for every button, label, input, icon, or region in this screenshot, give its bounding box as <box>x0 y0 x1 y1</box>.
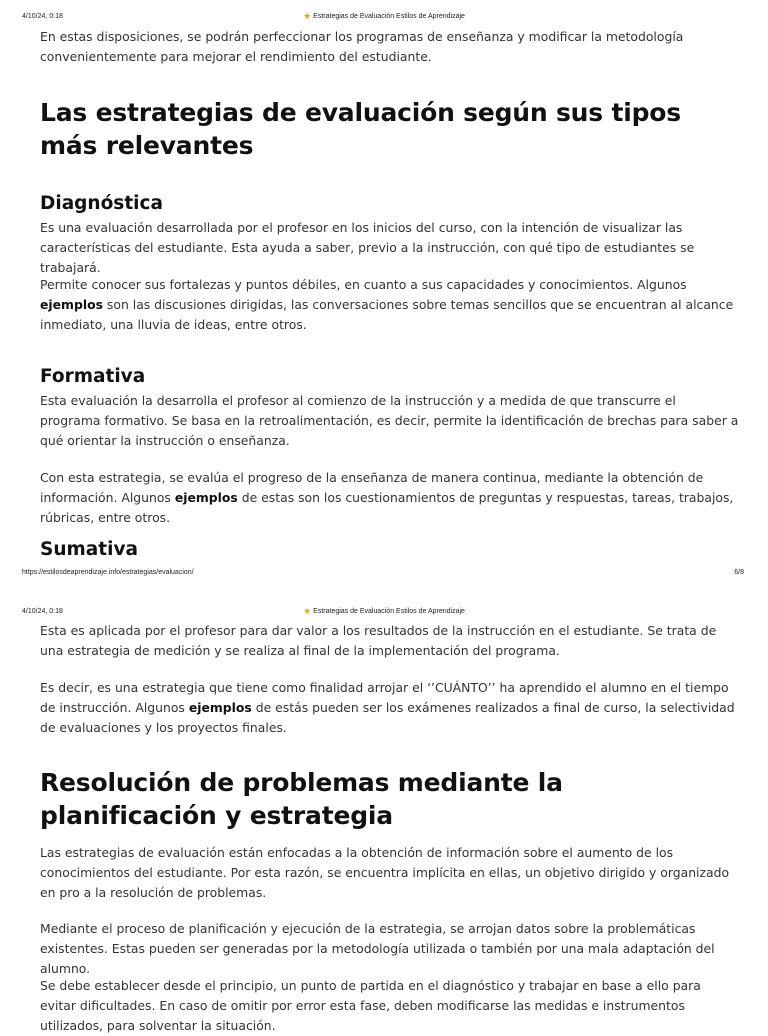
resolucion-paragraph-3: Se debe establecer desde el principio, un punto de partida en el diagnóstico y trabajar en base a ello para evitar dificultades. En caso de omitir por error esta fase, deben modificarse las medidas e instrumentos utilizados, para solventar la situación. <box>40 978 701 1033</box>
resolucion-body-2 <box>40 919 740 979</box>
formativa-body-2 <box>40 468 740 528</box>
page-number: 6/8 <box>734 569 744 576</box>
bold-ejemplos: ejemplos <box>188 700 252 715</box>
diagnostica-body-2 <box>40 275 740 335</box>
subsection-formativa <box>40 365 740 389</box>
diagnostica-paragraph-2 <box>40 275 740 335</box>
page-footer <box>0 569 768 581</box>
page-title-text: Estrategias de Evaluación Estilos de Aprendizaje <box>313 608 465 615</box>
resolucion-paragraph-2: Mediante el proceso de planificación y ejecución de la estrategia, se arrojan datos sobre la problemáticas existentes. Estas pueden ser generadas por la metodología utilizada o también por una mala adaptación del alumno. <box>40 921 715 976</box>
diagnostica-paragraph-1: Es una evaluación desarrollada por el profesor en los inicios del curso, con la intención de visualizar las características del estudiante. Esta ayuda a saber, previo a la instrucción, con qué tipo de estudiantes se trabajará. <box>40 220 695 275</box>
section-tipos <box>40 96 740 162</box>
formativa-paragraph-1: Esta evaluación la desarrolla el profesor al comienzo de la instrucción y a medida de que transcurre el programa formativo. Se basa en la retroalimentación, es decir, permite la identificación de brechas para saber a qué orientar la instrucción o enseñanza. <box>40 393 739 448</box>
print-datetime: 4/10/24, 0:18 <box>22 13 63 20</box>
intro-section <box>40 27 740 67</box>
resolucion-body-1 <box>40 843 740 903</box>
subsection-diagnostica <box>40 192 740 216</box>
sumativa-body <box>40 621 740 661</box>
page-title <box>0 13 768 20</box>
section-heading-resolucion: Resolución de problemas mediante la planificación y estrategia <box>40 768 563 830</box>
page-title <box>0 608 768 615</box>
formativa-paragraph-2 <box>40 468 740 528</box>
section-resolucion <box>40 766 740 832</box>
print-datetime: 4/10/24, 0:18 <box>22 608 63 615</box>
print-url: https://estilosdeaprendizaje.info/estrategias/evaluacion/ <box>22 569 194 576</box>
text-run: Es decir, es una estrategia que tiene como finalidad arrojar el ‘’CUÁNTO’’ ha aprendido el alumno en el tiempo de instrucción. Algunos <box>40 680 729 715</box>
text-run: de estas son los cuestionamientos de preguntas y respuestas, tareas, trabajos, rúbricas, entre otros. <box>40 490 734 525</box>
text-run: Con esta estrategia, se evalúa el progreso de la enseñanza de manera continua, mediante la obtención de información. Algunos <box>40 470 704 505</box>
section-heading-tipos: Las estrategias de evaluación según sus tipos más relevantes <box>40 98 681 160</box>
heading-diagnostica: Diagnóstica <box>40 193 163 214</box>
sumativa-body-2 <box>40 678 740 738</box>
page-title-text: Estrategias de Evaluación Estilos de Aprendizaje <box>313 13 465 20</box>
intro-paragraph: En estas disposiciones, se podrán perfeccionar los programas de enseñanza y modificar la metodología convenientemente para mejorar el rendimiento del estudiante. <box>40 29 684 64</box>
text-run: de estás pueden ser los exámenes realizados a final de curso, la selectividad de evaluaciones y los proyectos finales. <box>40 700 735 735</box>
star-icon: ★ <box>303 11 312 21</box>
star-icon: ★ <box>303 606 312 616</box>
text-run: Permite conocer sus fortalezas y puntos débiles, en cuanto a sus capacidades y conocimientos. Algunos <box>40 277 687 292</box>
resolucion-body-3 <box>40 976 740 1036</box>
page-header <box>0 608 768 620</box>
bold-ejemplos: ejemplos <box>40 297 103 312</box>
resolucion-paragraph-1: Las estrategias de evaluación están enfocadas a la obtención de información sobre el aumento de los conocimientos del estudiante. Por esta razón, se encuentra implícita en ellas, un objetivo dirigido y organizado en pro a la resolución de problemas. <box>40 845 730 900</box>
formativa-body <box>40 391 740 451</box>
heading-sumativa: Sumativa <box>40 539 138 560</box>
heading-formativa: Formativa <box>40 366 146 387</box>
page-header <box>0 13 768 25</box>
sumativa-paragraph-1: Esta es aplicada por el profesor para dar valor a los resultados de la instrucción en el estudiante. Se trata de una estrategia de medición y se realiza al final de la implementación del programa. <box>40 623 717 658</box>
bold-ejemplos: ejemplos <box>174 490 238 505</box>
subsection-sumativa <box>40 538 740 562</box>
text-run: son las discusiones dirigidas, las conversaciones sobre temas sencillos que se encuentran al alcance inmediato, una lluvia de ideas, entre otros. <box>40 297 734 332</box>
diagnostica-body <box>40 218 740 278</box>
sumativa-paragraph-2 <box>40 678 740 738</box>
